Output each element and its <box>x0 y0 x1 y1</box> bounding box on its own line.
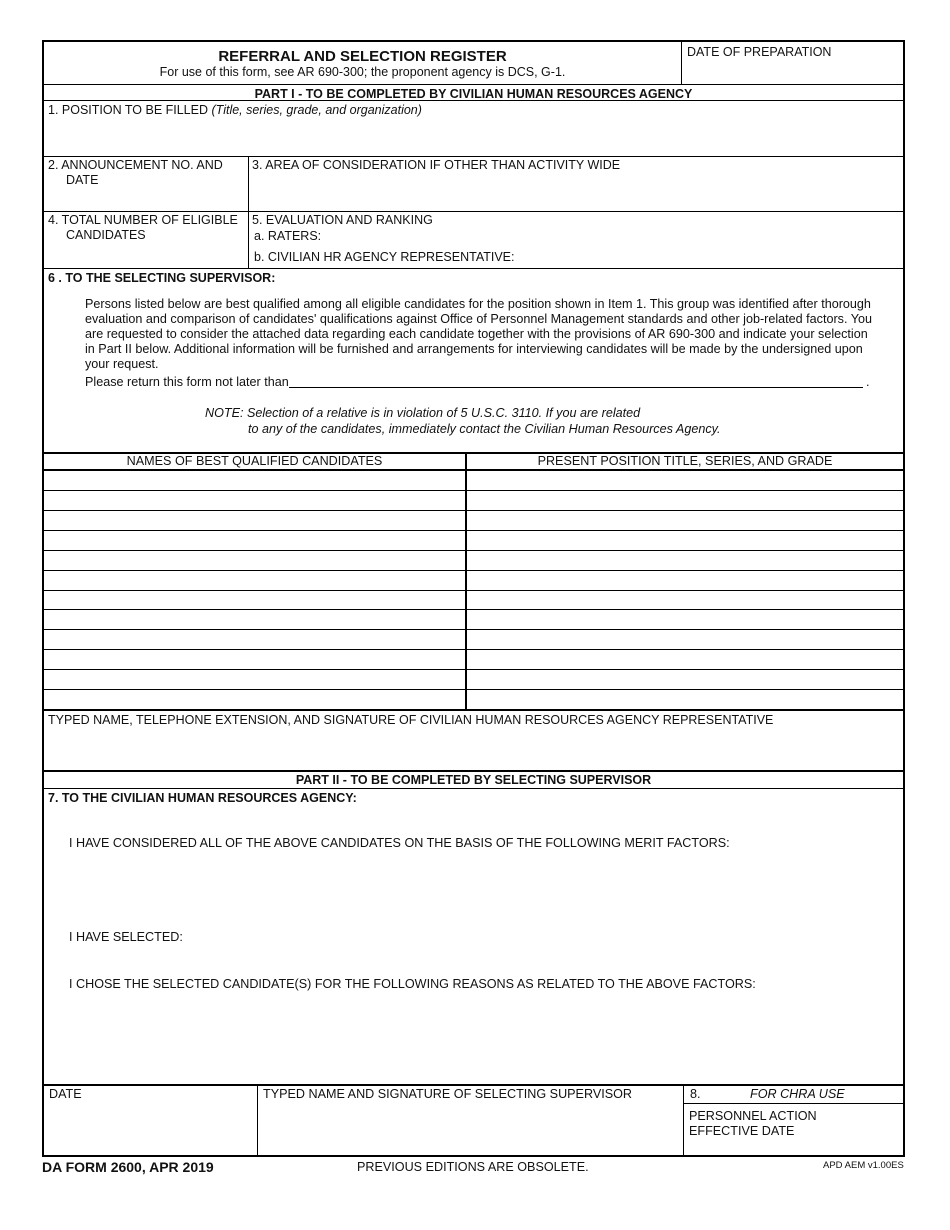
table-row-divider <box>44 550 903 551</box>
divider <box>44 770 903 772</box>
candidate-position-cell[interactable] <box>469 511 903 529</box>
candidate-position-cell[interactable] <box>469 690 903 708</box>
raters-field[interactable] <box>334 227 899 243</box>
item7-heading: 7. TO THE CIVILIAN HUMAN RESOURCES AGENCY: <box>48 791 357 805</box>
reasons-label: I CHOSE THE SELECTED CANDIDATE(S) FOR THE FOLLOWING REASONS AS RELATED TO THE ABOVE FACTORS: <box>69 977 756 991</box>
supervisor-signature-field[interactable] <box>261 1104 679 1154</box>
candidate-position-cell[interactable] <box>469 531 903 549</box>
item2-label: 2. ANNOUNCEMENT NO. AND <box>48 158 223 172</box>
candidate-position-cell[interactable] <box>469 670 903 688</box>
divider <box>44 211 903 212</box>
divider <box>44 1084 903 1086</box>
divider <box>248 156 249 268</box>
obsolete-notice: PREVIOUS EDITIONS ARE OBSOLETE. <box>357 1160 589 1174</box>
item8-number: 8. <box>690 1087 701 1101</box>
candidate-position-cell[interactable] <box>469 610 903 628</box>
divider <box>681 42 682 84</box>
return-by-date-field[interactable] <box>289 374 863 388</box>
divider <box>44 100 903 101</box>
candidate-position-cell[interactable] <box>469 591 903 609</box>
reasons-field[interactable] <box>69 995 899 1080</box>
table-row-divider <box>44 530 903 531</box>
hr-representative-field[interactable] <box>524 248 899 264</box>
raters-label: a. RATERS: <box>254 229 322 243</box>
item1-label-text: 1. POSITION TO BE FILLED <box>48 103 209 117</box>
col-header-position: PRESENT POSITION TITLE, SERIES, AND GRADE <box>537 454 833 468</box>
item4-label: 4. TOTAL NUMBER OF ELIGIBLE <box>48 213 238 227</box>
table-row-divider <box>44 649 903 650</box>
table-row-divider <box>44 570 903 571</box>
hr-representative-label: b. CIVILIAN HR AGENCY REPRESENTATIVE: <box>254 250 515 264</box>
return-period: . <box>866 375 870 389</box>
table-row-divider <box>44 669 903 670</box>
merit-factors-field[interactable] <box>69 854 899 924</box>
candidate-position-cell[interactable] <box>469 650 903 668</box>
form-title: REFERRAL AND SELECTION REGISTER <box>218 48 507 65</box>
supervisor-signature-label: TYPED NAME AND SIGNATURE OF SELECTING SUPERVISOR <box>263 1087 633 1101</box>
divider <box>44 84 903 85</box>
table-row-divider <box>44 609 903 610</box>
candidate-name-cell[interactable] <box>46 531 463 549</box>
divider <box>683 1103 905 1104</box>
item5-label: 5. EVALUATION AND RANKING <box>252 213 433 227</box>
selected-candidates-field[interactable] <box>189 928 899 968</box>
candidate-name-cell[interactable] <box>46 630 463 648</box>
date-of-preparation-field[interactable] <box>683 58 903 82</box>
col-header-names: NAMES OF BEST QUALIFIED CANDIDATES <box>126 454 383 468</box>
personnel-action-label: PERSONNEL ACTION <box>689 1109 817 1123</box>
candidate-name-cell[interactable] <box>46 491 463 509</box>
candidate-position-cell[interactable] <box>469 551 903 569</box>
item6-paragraph: Persons listed below are best qualified among all eligible candidates for the position shown in Item 1. This group was identified after thorough evaluation and comparison of candidates' qualifications against Office of Personnel Management standards and other job-related factors. You are requested to consider the attached data regarding each candidate together with the provisions of AR 690-300 and indicate your selection in Part II below. Additional information will be furnished and arrangements for interviewing candidates will be made by the undersigned upon your request. <box>85 297 872 371</box>
candidate-name-cell[interactable] <box>46 650 463 668</box>
table-row-divider <box>44 490 903 491</box>
candidate-name-cell[interactable] <box>46 690 463 708</box>
representative-signature-field[interactable] <box>46 728 901 768</box>
candidate-position-cell[interactable] <box>469 630 903 648</box>
part2-heading: PART II - TO BE COMPLETED BY SELECTING SUPERVISOR <box>295 773 652 787</box>
divider <box>257 1084 258 1157</box>
divider <box>44 709 903 711</box>
candidate-name-cell[interactable] <box>46 551 463 569</box>
candidate-name-cell[interactable] <box>46 511 463 529</box>
representative-label: TYPED NAME, TELEPHONE EXTENSION, AND SIGNATURE OF CIVILIAN HUMAN RESOURCES AGENCY REPRESENTATIVE <box>48 713 774 727</box>
candidate-name-cell[interactable] <box>46 591 463 609</box>
effective-date-label: EFFECTIVE DATE <box>689 1124 795 1138</box>
effective-date-field[interactable] <box>804 1108 902 1154</box>
supervisor-date-field[interactable] <box>48 1104 253 1154</box>
candidate-position-cell[interactable] <box>469 571 903 589</box>
table-row-divider <box>44 510 903 511</box>
candidate-name-cell[interactable] <box>46 610 463 628</box>
item1-hint: (Title, series, grade, and organization) <box>211 103 422 117</box>
candidate-position-cell[interactable] <box>469 491 903 509</box>
candidate-name-cell[interactable] <box>46 471 463 489</box>
announcement-field[interactable] <box>46 188 246 210</box>
table-row-divider <box>44 689 903 690</box>
form-number: DA FORM 2600, APR 2019 <box>42 1159 214 1175</box>
merit-factors-label: I HAVE CONSIDERED ALL OF THE ABOVE CANDIDATES ON THE BASIS OF THE FOLLOWING MERIT FACTORS: <box>69 836 730 850</box>
date-of-preparation-label: DATE OF PREPARATION <box>687 45 832 59</box>
return-by-label: Please return this form not later than <box>85 375 289 389</box>
version-label: APD AEM v1.00ES <box>823 1160 904 1171</box>
selected-label: I HAVE SELECTED: <box>69 930 183 944</box>
item4-label-line2: CANDIDATES <box>66 228 146 242</box>
item6-heading: 6 . TO THE SELECTING SUPERVISOR: <box>48 271 276 285</box>
table-row-divider <box>44 590 903 591</box>
note-line-2: to any of the candidates, immediately contact the Civilian Human Resources Agency. <box>248 422 721 436</box>
divider <box>44 156 903 157</box>
area-of-consideration-field[interactable] <box>252 174 900 210</box>
form-subtitle: For use of this form, see AR 690-300; the proponent agency is DCS, G-1. <box>159 65 566 79</box>
part1-heading: PART I - TO BE COMPLETED BY CIVILIAN HUMAN RESOURCES AGENCY <box>254 87 693 101</box>
divider <box>683 1084 684 1157</box>
date-label: DATE <box>49 1087 82 1101</box>
item2-label-line2: DATE <box>66 173 99 187</box>
divider <box>44 788 903 789</box>
candidate-position-cell[interactable] <box>469 471 903 489</box>
position-to-be-filled-field[interactable] <box>46 118 901 154</box>
item1-label <box>48 103 422 117</box>
form-frame <box>42 40 905 1157</box>
chra-use-label: FOR CHRA USE <box>750 1087 845 1101</box>
divider <box>44 268 903 269</box>
note-line-1: NOTE: Selection of a relative is in violation of 5 U.S.C. 3110. If you are related <box>205 406 641 420</box>
table-row-divider <box>44 629 903 630</box>
candidate-name-cell[interactable] <box>46 670 463 688</box>
candidate-name-cell[interactable] <box>46 571 463 589</box>
item3-label: 3. AREA OF CONSIDERATION IF OTHER THAN ACTIVITY WIDE <box>252 158 621 172</box>
